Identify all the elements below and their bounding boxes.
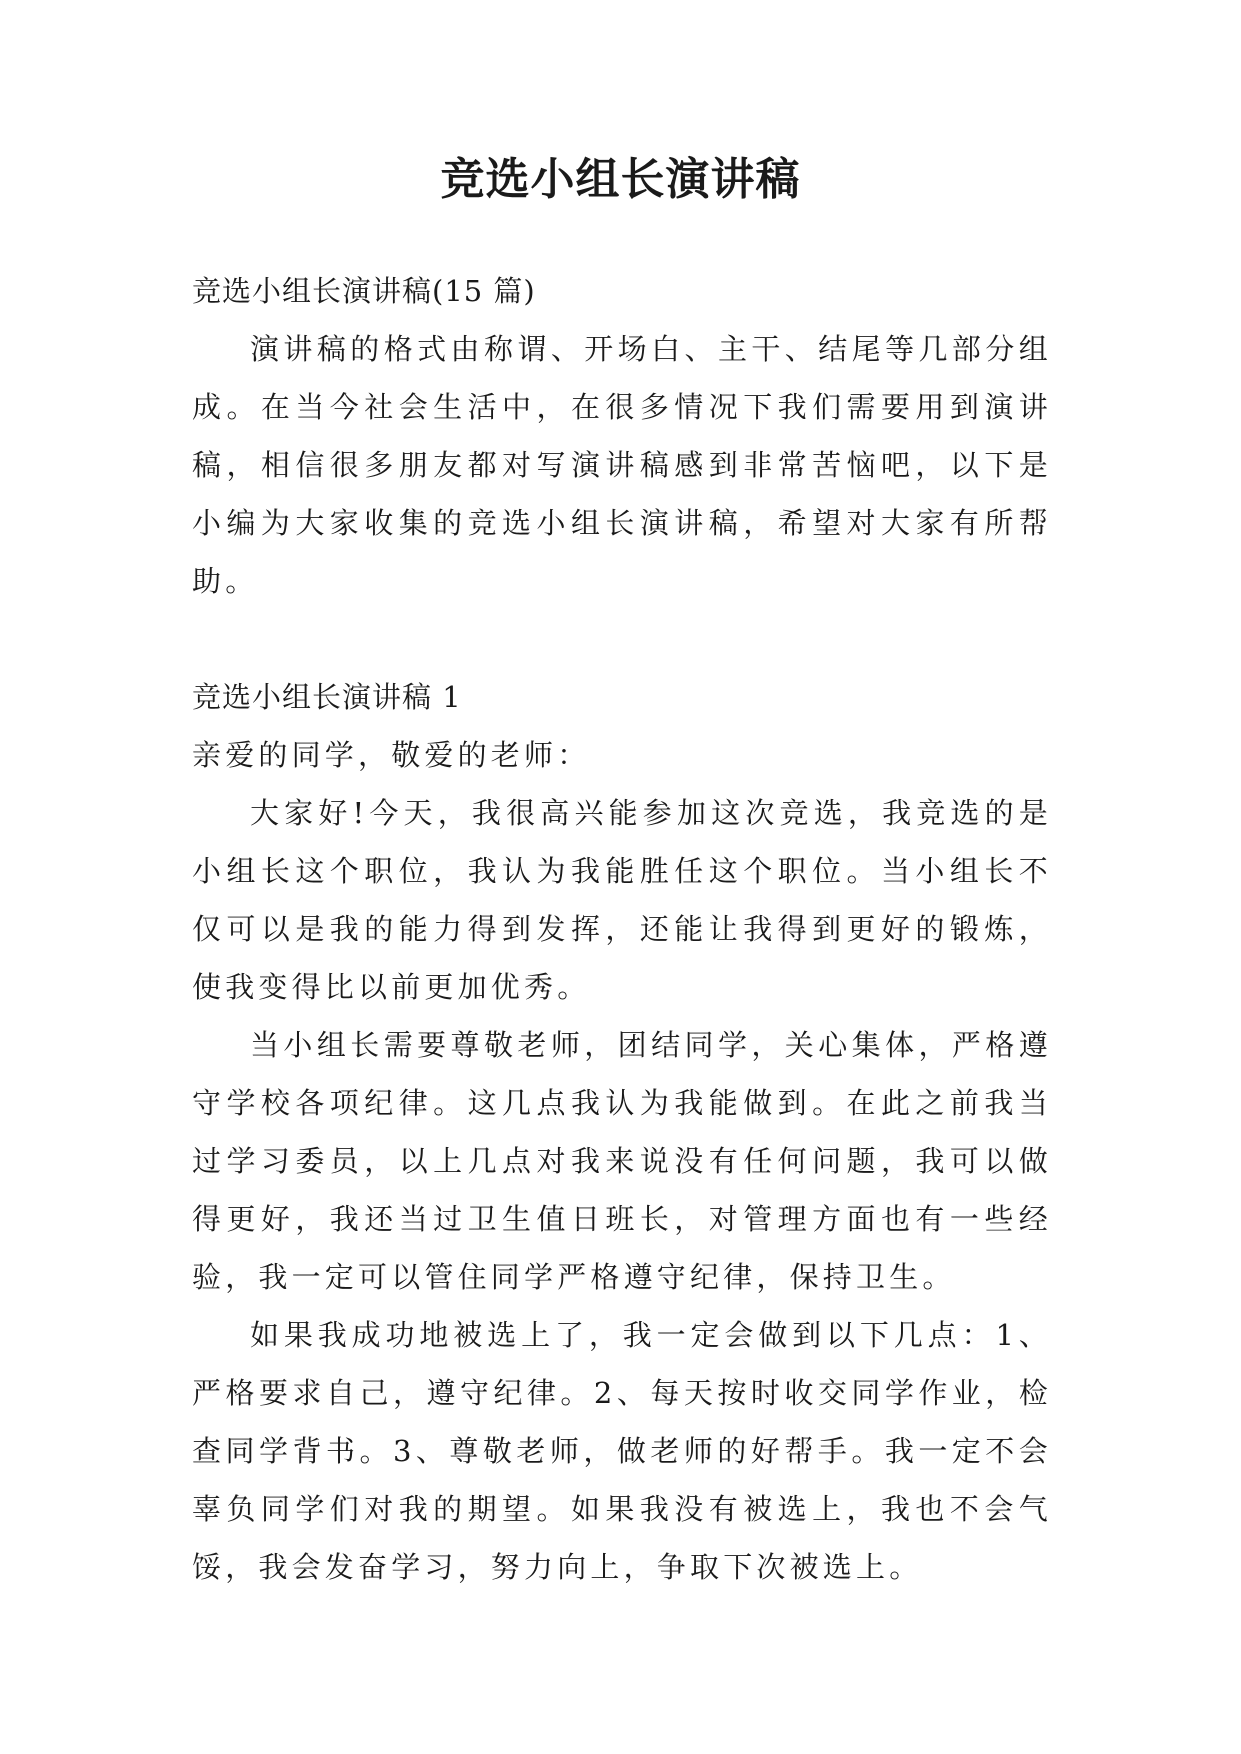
section-heading: 竞选小组长演讲稿 1 xyxy=(192,680,462,714)
body-paragraph: 大家好!今天，我很高兴能参加这次竞选，我竞选的是小组长这个职位，我认为我能胜任这个职位。当小组长不仅可以是我的能力得到发挥，还能让我得到更好的锻炼，使我变得比以前更加优秀。 xyxy=(192,796,1052,1004)
document-body xyxy=(192,262,1052,1596)
salutation: 亲爱的同学，敬爱的老师： xyxy=(192,738,591,772)
document-title: 竞选小组长演讲稿 xyxy=(440,154,801,205)
section-spacer xyxy=(192,610,1052,668)
body-paragraph: 如果我成功地被选上了，我一定会做到以下几点：1、严格要求自己，遵守纪律。2、每天按时收交同学作业，检查同学背书。3、尊敬老师，做老师的好帮手。我一定不会辜负同学们对我的期望。如果我没有被选上，我也不会气馁，我会发奋学习，努力向上，争取下次被选上。 xyxy=(192,1318,1052,1584)
document-subtitle: 竞选小组长演讲稿(15 篇) xyxy=(192,274,536,308)
intro-paragraph: 演讲稿的格式由称谓、开场白、主干、结尾等几部分组成。在当今社会生活中，在很多情况下我们需要用到演讲稿，相信很多朋友都对写演讲稿感到非常苦恼吧，以下是小编为大家收集的竞选小组长演讲稿，希望对大家有所帮助。 xyxy=(192,332,1052,598)
body-paragraph: 当小组长需要尊敬老师，团结同学，关心集体，严格遵守学校各项纪律。这几点我认为我能做到。在此之前我当过学习委员，以上几点对我来说没有任何问题，我可以做得更好，我还当过卫生值日班长，对管理方面也有一些经验，我一定可以管住同学严格遵守纪律，保持卫生。 xyxy=(192,1028,1052,1294)
